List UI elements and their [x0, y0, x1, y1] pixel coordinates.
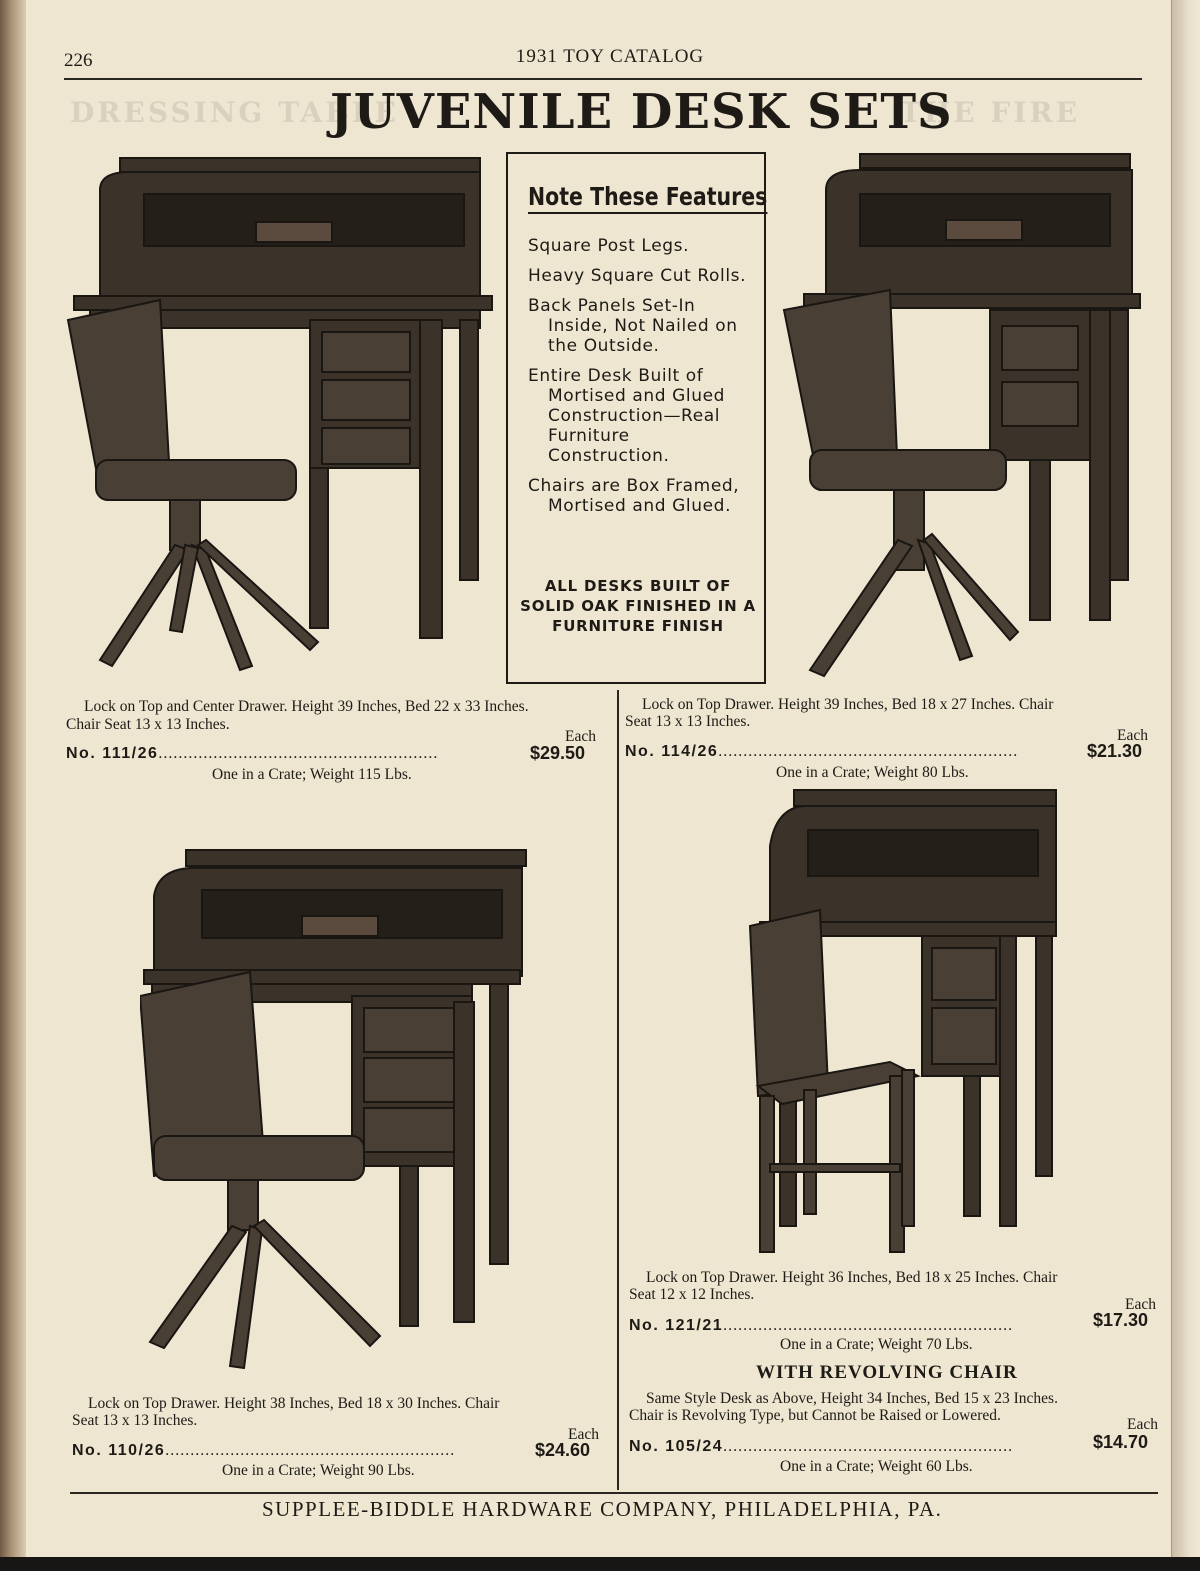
page-title: JUVENILE DESK SETS: [330, 84, 953, 140]
crate-weight: One in a Crate; Weight 70 Lbs.: [780, 1336, 973, 1353]
product-number-line: No. 121/21..........................................................: [629, 1317, 1014, 1334]
product-description: Seat 12 x 12 Inches.: [629, 1286, 755, 1303]
product-description: Seat 13 x 13 Inches.: [72, 1412, 198, 1429]
product-number-line: No. 110/26..........................................................: [72, 1442, 456, 1459]
each-label: Each: [565, 728, 596, 745]
show-through-text: THE FIRE: [900, 96, 1080, 129]
publisher-footer: SUPPLEE-BIDDLE HARDWARE COMPANY, PHILADELPHIA, PA.: [262, 1497, 943, 1521]
product-price: $29.50: [530, 743, 586, 763]
product-number: No. 114/26: [625, 743, 719, 760]
footer-rule: [70, 1492, 1158, 1494]
feature-item: Square Post Legs.: [528, 236, 690, 256]
each-label: Each: [568, 1426, 599, 1443]
features-box: [506, 152, 766, 684]
product-price: $14.70: [1093, 1432, 1149, 1452]
product-number-line: No. 114/26............................................................: [625, 743, 1019, 760]
product-description: Lock on Top Drawer. Height 36 Inches, Bed 18 x 25 Inches. Chair: [646, 1269, 1058, 1286]
crate-weight: One in a Crate; Weight 80 Lbs.: [776, 764, 969, 781]
crate-weight: One in a Crate; Weight 90 Lbs.: [222, 1462, 415, 1479]
product-price: $17.30: [1093, 1310, 1149, 1330]
product-number: No. 110/26: [72, 1442, 166, 1459]
revolving-chair-heading: WITH REVOLVING CHAIR: [756, 1362, 1018, 1383]
product-number: No. 111/26: [66, 745, 159, 762]
page-number: 226: [64, 50, 93, 71]
feature-item: Entire Desk Built of Mortised and Glued Construction—Real Furniture Construction.: [528, 366, 726, 466]
running-head: 1931 TOY CATALOG: [515, 46, 705, 67]
book-spine: [0, 0, 26, 1571]
facing-page-edge: [1171, 0, 1200, 1571]
crate-weight: One in a Crate; Weight 60 Lbs.: [780, 1458, 973, 1475]
product-description: Lock on Top Drawer. Height 38 Inches, Bed 18 x 30 Inches. Chair: [88, 1395, 500, 1412]
product-number: No. 105/24: [629, 1438, 724, 1455]
product-description: Same Style Desk as Above, Height 34 Inches, Bed 15 x 23 Inches.: [646, 1390, 1058, 1407]
features-title: Note These Features: [528, 182, 767, 214]
desk-114-illustration: [780, 150, 1150, 680]
desk-110-illustration: [140, 846, 540, 1376]
feature-item: Chairs are Box Framed, Mortised and Glued.: [528, 476, 740, 516]
product-number-line: No. 105/24..........................................................: [629, 1438, 1014, 1455]
column-divider: [617, 690, 619, 1490]
desk-111-illustration: [60, 150, 500, 690]
show-through-text: DRESSING TABLE: [70, 96, 399, 129]
product-price: $21.30: [1087, 741, 1143, 761]
page-bottom-shadow: [0, 1557, 1200, 1571]
product-description: Chair Seat 13 x 13 Inches.: [66, 716, 230, 733]
each-label: Each: [1117, 727, 1148, 744]
product-number: No. 121/21: [629, 1317, 724, 1334]
feature-item: Heavy Square Cut Rolls.: [528, 266, 747, 286]
product-number-line: No. 111/26........................................................: [66, 745, 439, 762]
each-label: Each: [1125, 1296, 1156, 1313]
header-rule: [64, 78, 1142, 80]
product-description: Lock on Top Drawer. Height 39 Inches, Bed 18 x 27 Inches. Chair: [642, 696, 1054, 713]
desk-121-illustration: [740, 786, 1070, 1266]
features-note: ALL DESKS BUILT OF SOLID OAK FINISHED IN A FURNITURE FINISH: [520, 577, 756, 635]
product-description: Seat 13 x 13 Inches.: [625, 713, 751, 730]
crate-weight: One in a Crate; Weight 115 Lbs.: [212, 766, 412, 783]
product-description: Lock on Top and Center Drawer. Height 39 Inches, Bed 22 x 33 Inches.: [84, 698, 529, 715]
product-description: Chair is Revolving Type, but Cannot be Raised or Lowered.: [629, 1407, 1001, 1424]
each-label: Each: [1127, 1416, 1158, 1433]
features-list: [528, 236, 754, 526]
feature-item: Back Panels Set-In Inside, Not Nailed on the Outside.: [528, 296, 738, 356]
product-price: $24.60: [535, 1440, 591, 1460]
